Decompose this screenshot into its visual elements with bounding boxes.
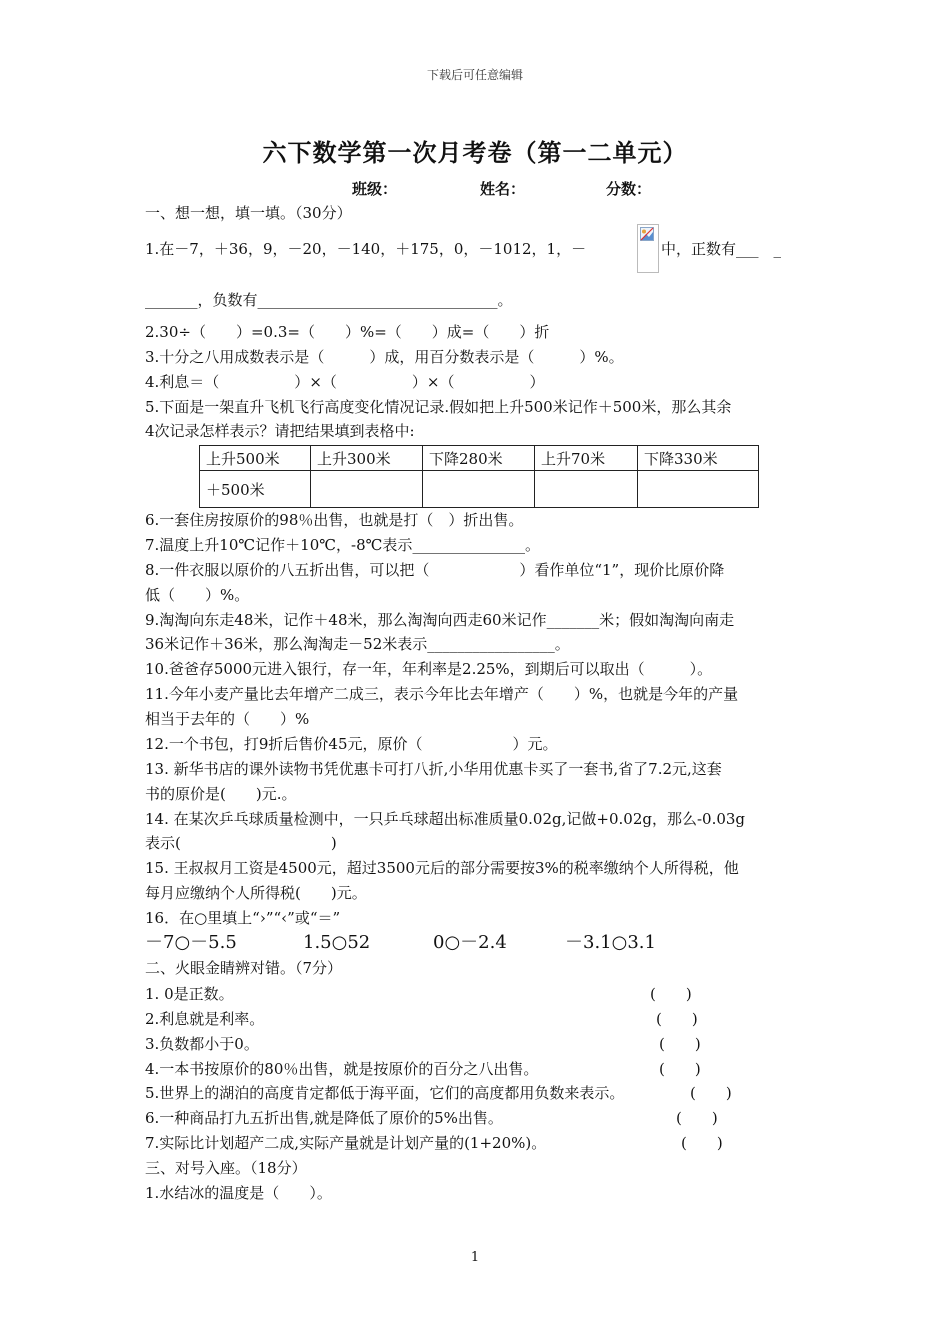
q10: 10.爸爸存5000元进入银行，存一年，年利率是2.25%，到期后可以取出（ ）。 — [145, 660, 713, 678]
answer-bracket: ( ) — [656, 1010, 698, 1028]
judge-item: 6.一种商品打九五折出售,就是降低了原价的5%出售。 — [145, 1109, 503, 1127]
altitude-table — [199, 445, 759, 508]
name-label: 姓名： — [480, 180, 526, 198]
answer-bracket: ( ) — [659, 1060, 701, 1078]
judge-item: 3.负数都小于0。 — [145, 1035, 259, 1053]
q14-line-b: 表示( ) — [145, 834, 337, 852]
q9-line-a: 9.淘淘向东走48米，记作＋48米，那么淘淘向西走60米记作_______米；假如淘淘向南走 — [145, 611, 735, 629]
table-cell — [423, 471, 535, 508]
judge-item: 4.一本书按原价的80％出售，就是按原价的百分之八出售。 — [145, 1060, 539, 1078]
score-label: 分数： — [606, 180, 652, 198]
q5-line-a: 5.下面是一架直升飞机飞行高度变化情况记录.假如把上升500米记作＋500米，那么其余 — [145, 398, 732, 416]
table-row — [200, 471, 759, 508]
judge-item: 7.实际比计划超产二成,实际产量就是计划产量的(1+20%)。 — [145, 1134, 547, 1152]
answer-bracket: ( ) — [650, 985, 692, 1003]
q1-line-b: 中，正数有___ _ — [661, 240, 782, 258]
q16-item: 0○－2.4 — [433, 932, 507, 953]
answer-bracket: ( ) — [676, 1109, 718, 1127]
page-title: 六下数学第一次月考卷（第一二单元） — [262, 139, 688, 167]
q7: 7.温度上升10℃记作＋10℃，-8℃表示_______________。 — [145, 536, 540, 554]
table-header-cell: 上升70米 — [535, 446, 638, 471]
q11-line-b: 相当于去年的（ ）% — [145, 710, 310, 728]
q16: 16．在○里填上“›”“‹”或“＝” — [145, 909, 341, 927]
q16-item: －3.1○3.1 — [565, 932, 656, 953]
judge-item: 2.利息就是利率。 — [145, 1010, 265, 1028]
q15-line-a: 15. 王叔叔月工资是4500元，超过3500元后的部分需要按3%的税率缴纳个人所得税，他 — [145, 859, 739, 877]
q13-line-a: 13. 新华书店的课外读物书凭优惠卡可打八折,小华用优惠卡买了一套书,省了7.2元,这套 — [145, 760, 722, 778]
q1-line-c: _______，负数有________________________________。 — [145, 291, 513, 309]
table-header-row — [200, 446, 759, 471]
broken-image-icon — [637, 224, 659, 273]
judge-item: 1. 0是正数。 — [145, 985, 234, 1003]
table-cell — [638, 471, 759, 508]
page-header: 下载后可任意编辑 — [426, 68, 523, 82]
q9-line-b: 36米记作＋36米，那么淘淘走－52米表示_________________。 — [145, 635, 570, 653]
judge-item: 5.世界上的湖泊的高度肯定都低于海平面，它们的高度都用负数来表示。 — [145, 1084, 625, 1102]
section3-heading: 三、对号入座。（18分） — [145, 1159, 307, 1177]
q2: 2.30÷（ ）=0.3=（ ）%=（ ）成=（ ）折 — [145, 323, 550, 341]
table-header-cell: 上升500米 — [200, 446, 311, 471]
section1-heading: 一、想一想，填一填。（30分） — [145, 204, 352, 222]
q16-item: －7○－5.5 — [145, 932, 237, 953]
table-header-cell: 下降330米 — [638, 446, 759, 471]
s3-q1: 1.水结冰的温度是（ ）。 — [145, 1184, 332, 1202]
answer-bracket: ( ) — [659, 1035, 701, 1053]
table-header-cell: 下降280米 — [423, 446, 535, 471]
q3: 3.十分之八用成数表示是（ ）成，用百分数表示是（ ）%。 — [145, 348, 624, 366]
answer-bracket: ( ) — [690, 1084, 732, 1102]
page-number: 1 — [470, 1250, 480, 1265]
table-cell: ＋500米 — [200, 471, 311, 508]
answer-bracket: ( ) — [681, 1134, 723, 1152]
image-placeholder-icon — [640, 227, 654, 241]
class-label: 班级： — [352, 180, 398, 198]
table-header-cell: 上升300米 — [311, 446, 423, 471]
table-cell — [535, 471, 638, 508]
q14-line-a: 14. 在某次乒乓球质量检测中，一只乒乓球超出标准质量0.02g,记做+0.02g，那么-0.03g — [145, 810, 746, 828]
q1-line-a: 1.在－7，＋36，9，－20，－140，＋175，0，－1012，1，－ — [145, 240, 587, 258]
q16-line-b: 每月应缴纳个人所得税( )元。 — [145, 884, 367, 902]
q11-line-a: 11.今年小麦产量比去年增产二成三，表示今年比去年增产（ ）%，也就是今年的产量 — [145, 685, 739, 703]
q6: 6.一套住房按原价的98％出售，也就是打（ ）折出售。 — [145, 511, 524, 529]
q5-line-b: 4次记录怎样表示？请把结果填到表格中: — [145, 422, 415, 440]
q8-line-b: 低（ ）%。 — [145, 586, 250, 604]
section2-heading: 二、火眼金睛辨对错。（7分） — [145, 959, 343, 977]
q13-line-b: 书的原价是( )元.。 — [145, 785, 297, 803]
q4: 4.利息＝（ ）×（ ）×（ ） — [145, 373, 545, 391]
q8-line-a: 8.一件衣服以原价的八五折出售，可以把（ ）看作单位“1”，现价比原价降 — [145, 561, 725, 579]
table-cell — [311, 471, 423, 508]
q16-item: 1.5○52 — [303, 932, 371, 953]
q12: 12.一个书包，打9折后售价45元，原价（ ）元。 — [145, 735, 558, 753]
